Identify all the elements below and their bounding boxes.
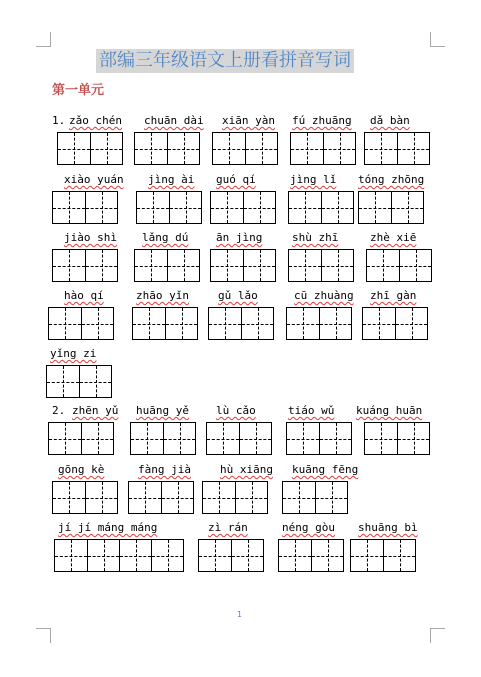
page-corner-mark <box>36 628 51 643</box>
tian-zi-cell[interactable] <box>87 540 119 571</box>
pinyin-label: lǎng dú <box>142 231 189 244</box>
pinyin-label: zì rán <box>208 521 248 534</box>
tian-zi-cell[interactable] <box>241 308 273 339</box>
writing-grid[interactable] <box>278 539 344 572</box>
pinyin-label: lù cǎo <box>216 404 256 417</box>
writing-grid[interactable] <box>202 481 268 514</box>
tian-zi-cell[interactable] <box>49 423 81 454</box>
writing-grid[interactable] <box>134 249 200 282</box>
page-number: 1 <box>237 610 243 619</box>
tian-zi-cell[interactable] <box>315 482 347 513</box>
tian-zi-cell[interactable] <box>243 250 275 281</box>
pinyin-label: jìng ài <box>148 173 195 186</box>
tian-zi-cell[interactable] <box>359 192 391 223</box>
pinyin-label: dǎ bàn <box>370 114 410 127</box>
writing-grid[interactable] <box>52 249 118 282</box>
tian-zi-cell[interactable] <box>365 133 397 164</box>
tian-zi-cell[interactable] <box>283 482 315 513</box>
writing-grid[interactable] <box>210 249 276 282</box>
tian-zi-cell[interactable] <box>287 308 319 339</box>
tian-zi-cell[interactable] <box>319 423 351 454</box>
pinyin-label: kuáng huān <box>356 404 423 417</box>
tian-zi-cell[interactable] <box>245 133 277 164</box>
pinyin-label: yǐng zi <box>50 347 97 360</box>
tian-zi-cell[interactable] <box>129 482 161 513</box>
tian-zi-cell[interactable] <box>383 540 415 571</box>
tian-zi-cell[interactable] <box>211 250 243 281</box>
pinyin-label: xiào yuán <box>64 173 124 186</box>
tian-zi-cell[interactable] <box>279 540 311 571</box>
pinyin-label: zhī gàn <box>370 289 417 302</box>
section-number: 2. <box>52 404 66 417</box>
tian-zi-cell[interactable] <box>397 133 429 164</box>
page-corner-mark <box>36 32 51 47</box>
writing-grid[interactable] <box>198 539 264 572</box>
tian-zi-cell[interactable] <box>133 308 165 339</box>
pinyin-label: hù xiāng <box>220 463 273 476</box>
tian-zi-cell[interactable] <box>79 366 111 397</box>
tian-zi-cell[interactable] <box>395 308 427 339</box>
tian-zi-cell[interactable] <box>289 250 321 281</box>
writing-grid[interactable] <box>358 191 424 224</box>
tian-zi-cell[interactable] <box>135 133 167 164</box>
pinyin-label: tóng zhōng <box>358 173 425 186</box>
writing-grid[interactable] <box>286 422 352 455</box>
writing-grid[interactable] <box>52 481 118 514</box>
tian-zi-cell[interactable] <box>397 423 429 454</box>
tian-zi-cell[interactable] <box>211 192 243 223</box>
tian-zi-cell[interactable] <box>85 192 117 223</box>
pinyin-label: zhè xiē <box>370 231 417 244</box>
pinyin-label: gǔ lǎo <box>218 289 258 302</box>
tian-zi-cell[interactable] <box>167 133 199 164</box>
pinyin-label: fú zhuāng <box>292 114 352 127</box>
tian-zi-cell[interactable] <box>137 192 169 223</box>
pinyin-label: shuāng bì <box>358 521 418 534</box>
writing-grid[interactable] <box>282 481 348 514</box>
tian-zi-cell[interactable] <box>207 423 239 454</box>
tian-zi-cell[interactable] <box>391 192 423 223</box>
tian-zi-cell[interactable] <box>243 192 275 223</box>
pinyin-label: néng gòu <box>282 521 335 534</box>
pinyin-label: zǎo chén <box>69 114 122 127</box>
pinyin-label: jí jí máng máng <box>58 521 158 534</box>
tian-zi-cell[interactable] <box>291 133 323 164</box>
pinyin-label: zhēn yǔ <box>72 404 119 417</box>
tian-zi-cell[interactable] <box>363 308 395 339</box>
tian-zi-cell[interactable] <box>311 540 343 571</box>
tian-zi-cell[interactable] <box>85 482 117 513</box>
tian-zi-cell[interactable] <box>321 250 353 281</box>
writing-grid[interactable] <box>52 191 118 224</box>
pinyin-label: guó qí <box>216 173 256 186</box>
tian-zi-cell[interactable] <box>135 250 167 281</box>
pinyin-label: gōng kè <box>58 463 105 476</box>
tian-zi-cell[interactable] <box>131 423 163 454</box>
tian-zi-cell[interactable] <box>49 308 81 339</box>
pinyin-label: xiān yàn <box>222 114 275 127</box>
writing-grid[interactable] <box>362 307 428 340</box>
pinyin-label: jìng lǐ <box>290 173 337 186</box>
writing-grid[interactable] <box>46 365 112 398</box>
tian-zi-cell[interactable] <box>58 133 90 164</box>
tian-zi-cell[interactable] <box>231 540 263 571</box>
section-number: 1. <box>52 114 66 127</box>
tian-zi-cell[interactable] <box>161 482 193 513</box>
writing-grid[interactable] <box>210 191 276 224</box>
tian-zi-cell[interactable] <box>167 250 199 281</box>
tian-zi-cell[interactable] <box>165 308 197 339</box>
tian-zi-cell[interactable] <box>85 250 117 281</box>
writing-grid[interactable] <box>366 249 432 282</box>
pinyin-label: cū zhuàng <box>294 289 354 302</box>
tian-zi-cell[interactable] <box>163 423 195 454</box>
tian-zi-cell[interactable] <box>53 250 85 281</box>
tian-zi-cell[interactable] <box>209 308 241 339</box>
tian-zi-cell[interactable] <box>321 192 353 223</box>
pinyin-label: zhāo yǐn <box>136 289 189 302</box>
writing-grid[interactable] <box>48 307 114 340</box>
tian-zi-cell[interactable] <box>323 133 355 164</box>
tian-zi-cell[interactable] <box>90 133 122 164</box>
pinyin-label: tiáo wǔ <box>288 404 335 417</box>
tian-zi-cell[interactable] <box>287 423 319 454</box>
pinyin-label: jiào shì <box>64 231 117 244</box>
pinyin-label: shù zhī <box>292 231 339 244</box>
writing-grid[interactable] <box>134 132 200 165</box>
writing-grid[interactable] <box>350 539 416 572</box>
tian-zi-cell[interactable] <box>169 192 201 223</box>
pinyin-label: huāng yě <box>136 404 189 417</box>
writing-grid[interactable] <box>288 191 354 224</box>
page-corner-mark <box>430 628 445 643</box>
writing-grid[interactable] <box>128 481 194 514</box>
tian-zi-cell[interactable] <box>47 366 79 397</box>
writing-grid[interactable] <box>132 307 198 340</box>
tian-zi-cell[interactable] <box>365 423 397 454</box>
writing-grid[interactable] <box>364 422 430 455</box>
tian-zi-cell[interactable] <box>53 192 85 223</box>
writing-grid[interactable] <box>288 249 354 282</box>
tian-zi-cell[interactable] <box>213 133 245 164</box>
writing-grid[interactable] <box>54 539 184 572</box>
tian-zi-cell[interactable] <box>203 482 235 513</box>
writing-grid[interactable] <box>290 132 356 165</box>
tian-zi-cell[interactable] <box>399 250 431 281</box>
pinyin-label: hào qí <box>64 289 104 302</box>
tian-zi-cell[interactable] <box>199 540 231 571</box>
tian-zi-cell[interactable] <box>81 423 113 454</box>
writing-grid[interactable] <box>48 422 114 455</box>
pinyin-label: chuān dài <box>144 114 204 127</box>
writing-grid[interactable] <box>208 307 274 340</box>
tian-zi-cell[interactable] <box>367 250 399 281</box>
writing-grid[interactable] <box>212 132 278 165</box>
tian-zi-cell[interactable] <box>55 540 87 571</box>
tian-zi-cell[interactable] <box>289 192 321 223</box>
pinyin-label: kuāng fēng <box>292 463 359 476</box>
pinyin-label: fàng jià <box>138 463 191 476</box>
page-title: 部编三年级语文上册看拼音写词 <box>96 49 354 73</box>
writing-grid[interactable] <box>206 422 272 455</box>
tian-zi-cell[interactable] <box>319 308 351 339</box>
pinyin-label: ān jìng <box>216 231 263 244</box>
writing-grid[interactable] <box>130 422 196 455</box>
tian-zi-cell[interactable] <box>53 482 85 513</box>
unit-heading: 第一单元 <box>52 83 105 98</box>
writing-grid[interactable] <box>286 307 352 340</box>
tian-zi-cell[interactable] <box>119 540 151 571</box>
page-corner-mark <box>430 32 445 47</box>
tian-zi-cell[interactable] <box>151 540 183 571</box>
tian-zi-cell[interactable] <box>351 540 383 571</box>
tian-zi-cell[interactable] <box>81 308 113 339</box>
writing-grid[interactable] <box>364 132 430 165</box>
tian-zi-cell[interactable] <box>239 423 271 454</box>
writing-grid[interactable] <box>136 191 202 224</box>
tian-zi-cell[interactable] <box>235 482 267 513</box>
writing-grid[interactable] <box>57 132 123 165</box>
